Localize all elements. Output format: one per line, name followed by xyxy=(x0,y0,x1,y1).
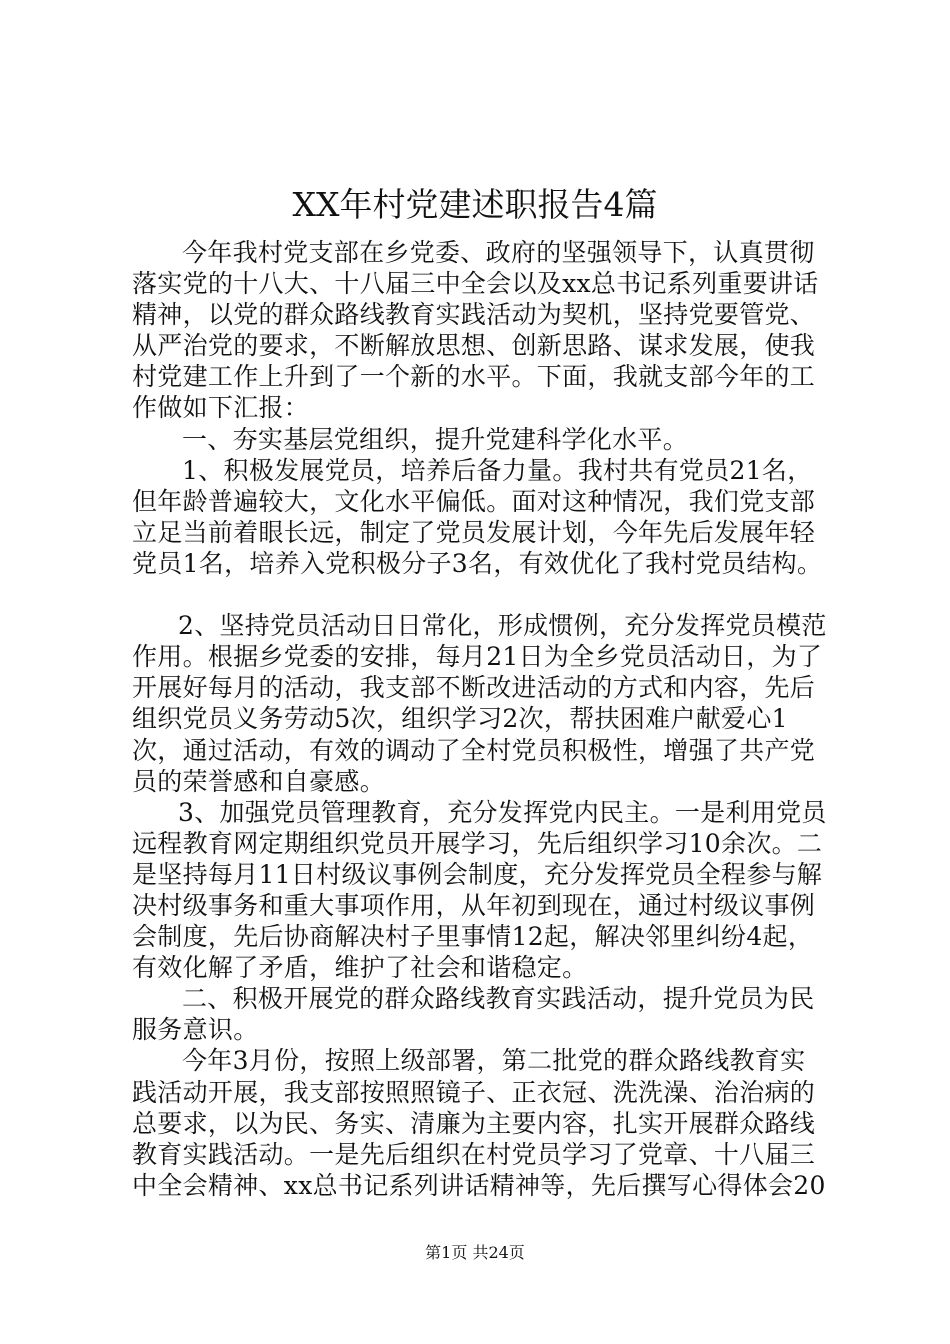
body-line: 践活动开展，我支部按照照镜子、正衣冠、洗洗澡、治治病的 xyxy=(132,1077,816,1107)
body-line: 教育实践活动。一是先后组织在村党员学习了党章、十八届三 xyxy=(132,1139,816,1169)
section-heading-cont: 服务意识。 xyxy=(132,1015,259,1045)
body-line: 次，通过活动，有效的调动了全村党员积极性，增强了共产党 xyxy=(132,735,816,765)
body-line: 2、坚持党员活动日日常化，形成惯例，充分发挥党员模范 xyxy=(178,611,827,641)
body-line: 中全会精神、xx总书记系列讲话精神等，先后撰写心得体会20 xyxy=(132,1170,826,1200)
body-line: 落实党的十八大、十八届三中全会以及xx总书记系列重要讲话 xyxy=(132,269,819,299)
body-line: 党员1名，培养入党积极分子3名，有效优化了我村党员结构。 xyxy=(132,548,823,578)
document-title: XX年村党建述职报告4篇 xyxy=(292,185,658,224)
section-heading: 二、积极开展党的群众路线教育实践活动，提升党员为民 xyxy=(182,984,815,1014)
body-line: 今年我村党支部在乡党委、政府的坚强领导下，认真贯彻 xyxy=(182,238,815,267)
body-line: 今年3月份，按照上级部署，第二批党的群众路线教育实 xyxy=(182,1046,806,1076)
page-footer: 第1页 共24页 xyxy=(425,1243,525,1262)
body-line: 员的荣誉感和自豪感。 xyxy=(132,766,386,796)
body-line: 从严治党的要求，不断解放思想、创新思路、谋求发展，使我 xyxy=(132,331,816,361)
body-line: 会制度，先后协商解决村子里事情12起，解决邻里纠纷4起， xyxy=(132,922,814,952)
body-line: 决村级事务和重大事项作用，从年初到现在，通过村级议事例 xyxy=(132,890,816,920)
body-line: 1、积极发展党员，培养后备力量。我村共有党员21名， xyxy=(182,455,813,485)
body-line: 开展好每月的活动，我支部不断改进活动的方式和内容，先后 xyxy=(132,673,816,703)
section-heading: 一、夯实基层党组织，提升党建科学化水平。 xyxy=(182,424,689,454)
body-line: 立足当前着眼长远，制定了党员发展计划，今年先后发展年轻 xyxy=(132,517,816,547)
body-line: 组织党员义务劳动5次，组织学习2次，帮扶困难户献爱心1 xyxy=(132,704,788,734)
body-line: 作做如下汇报： xyxy=(132,393,310,423)
body-line: 是坚持每月11日村级议事例会制度，充分发挥党员全程参与解 xyxy=(132,859,823,889)
body-line: 精神，以党的群众路线教育实践活动为契机，坚持党要管党、 xyxy=(132,300,816,330)
body-line: 作用。根据乡党委的安排，每月21日为全乡党员活动日，为了 xyxy=(132,642,823,672)
body-line: 远程教育网定期组织党员开展学习，先后组织学习10余次。二 xyxy=(132,828,823,858)
body-line: 总要求，以为民、务实、清廉为主要内容，扎实开展群众路线 xyxy=(132,1108,816,1138)
blank-line xyxy=(132,579,832,610)
body-line: 但年龄普遍较大，文化水平偏低。面对这种情况，我们党支部 xyxy=(132,486,816,516)
body-line: 有效化解了矛盾，维护了社会和谐稳定。 xyxy=(132,953,588,983)
document-body xyxy=(132,237,832,1201)
body-line: 村党建工作上升到了一个新的水平。下面，我就支部今年的工 xyxy=(132,362,816,392)
body-line: 3、加强党员管理教育，充分发挥党内民主。一是利用党员 xyxy=(178,797,827,827)
